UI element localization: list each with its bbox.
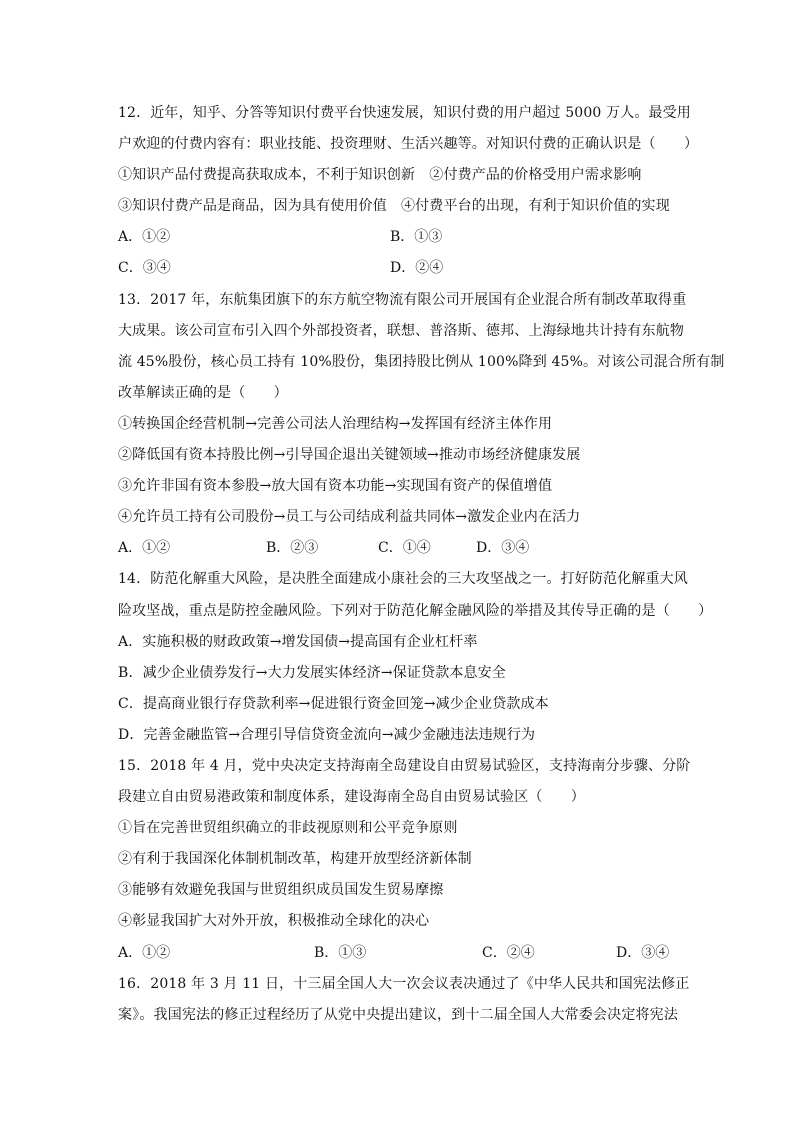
- option-b[interactable]: B．②③: [266, 540, 319, 557]
- question-stem-line: 16．2018 年 3 月 11 日，十三届全国人大一次会议表决通过了《中华人民共和国宪法修正: [118, 975, 690, 992]
- option-c[interactable]: C．②④: [482, 944, 535, 961]
- question-stem-line: 户欢迎的付费内容有：职业技能、投资理财、生活兴趣等。对知识付费的正确认识是（ ）: [118, 136, 699, 153]
- statement-line: ③允许非国有资本参股→放大国有资本功能→实现国有资产的保值增值: [118, 478, 553, 495]
- statement-line: ④允许员工持有公司股份→员工与公司结成利益共同体→激发企业内在活力: [118, 509, 581, 526]
- question-stem-line: 13．2017 年，东航集团旗下的东方航空物流有限公司开展国有企业混合所有制改革取得重: [118, 291, 687, 308]
- option-c[interactable]: C．①④: [378, 540, 431, 557]
- statement-line: ②降低国有资本持股比例→引导国企退出关键领域→推动市场经济健康发展: [118, 447, 581, 464]
- question-stem-line: 14．防范化解重大风险，是决胜全面建成小康社会的三大攻坚战之一。打好防范化解重大风: [118, 571, 688, 588]
- question-stem-line: 险攻坚战，重点是防控金融风险。下列对于防范化解金融风险的举措及其传导正确的是（ ）: [118, 602, 713, 619]
- options-row: [118, 222, 678, 253]
- question-16: [118, 969, 690, 1031]
- option-c[interactable]: C．提高商业银行存贷款利率→促进银行资金回笼→减少企业贷款成本: [118, 695, 549, 712]
- option-a[interactable]: A．①②: [118, 229, 171, 246]
- statement-line: ①转换国企经营机制→完善公司法人治理结构→发挥国有经济主体作用: [118, 415, 553, 432]
- option-d[interactable]: D．③④: [476, 540, 530, 557]
- statement-line: ③能够有效避免我国与世贸组织成员国发生贸易摩擦: [118, 882, 444, 899]
- option-a[interactable]: A．①②: [118, 944, 171, 961]
- option-b[interactable]: B．①③: [314, 944, 367, 961]
- question-12: [118, 98, 699, 285]
- option-a[interactable]: A．实施积极的财政政策→增发国债→提高国有企业杠杆率: [118, 633, 478, 650]
- question-stem-line: 流 45%股份，核心员工持有 10%股份，集团持股比例从 100%降到 45%。对该公司混合所有制: [118, 353, 725, 370]
- option-b[interactable]: B．①③: [390, 229, 443, 246]
- question-stem-line: 大成果。该公司宣布引入四个外部投资者，联想、普洛斯、德邦、上海绿地共计持有东航物: [118, 322, 684, 339]
- statement-line: ①知识产品付费提高获取成本，不利于知识创新 ②付费产品的价格受用户需求影响: [118, 167, 642, 184]
- question-stem-line: 改革解读正确的是（ ）: [118, 384, 288, 401]
- option-d[interactable]: D．完善金融监管→合理引导信贷资金流向→减少金融违法违规行为: [118, 726, 536, 743]
- statement-line: ②有利于我国深化体制机制改革，构建开放型经济新体制: [118, 851, 472, 868]
- question-13: [118, 285, 725, 565]
- options-row: [118, 938, 678, 969]
- option-c[interactable]: C．③④: [118, 260, 171, 277]
- statement-line: ①旨在完善世贸组织确立的非歧视原则和公平竞争原则: [118, 820, 458, 837]
- question-stem-line: 12．近年，知乎、分答等知识付费平台快速发展，知识付费的用户超过 5000 万人。最受用: [118, 105, 691, 121]
- question-15: [118, 751, 691, 969]
- option-b[interactable]: B．减少企业债券发行→大力发展实体经济→保证贷款本息安全: [118, 664, 506, 681]
- option-d[interactable]: D．③④: [616, 944, 670, 961]
- options-row: [118, 533, 678, 564]
- exam-page: [118, 98, 725, 1031]
- statement-line: ④彰显我国扩大对外开放，积极推动全球化的决心: [118, 913, 430, 930]
- options-row: [118, 253, 678, 284]
- option-a[interactable]: A．①②: [118, 540, 171, 557]
- question-stem-line: 15．2018 年 4 月，党中央决定支持海南全岛建设自由贸易试验区，支持海南分步骤、分阶: [118, 757, 691, 774]
- option-d[interactable]: D．②④: [390, 260, 444, 277]
- question-stem-line: 段建立自由贸易港政策和制度体系，建设海南全岛自由贸易试验区（ ）: [118, 789, 585, 806]
- question-stem-line: 案》。我国宪法的修正过程经历了从党中央提出建议，到十二届全国人大常委会决定将宪法: [118, 1006, 678, 1023]
- statement-line: ③知识付费产品是商品，因为具有使用价值 ④付费平台的出现，有利于知识价值的实现: [118, 198, 670, 215]
- question-14: [118, 564, 713, 751]
